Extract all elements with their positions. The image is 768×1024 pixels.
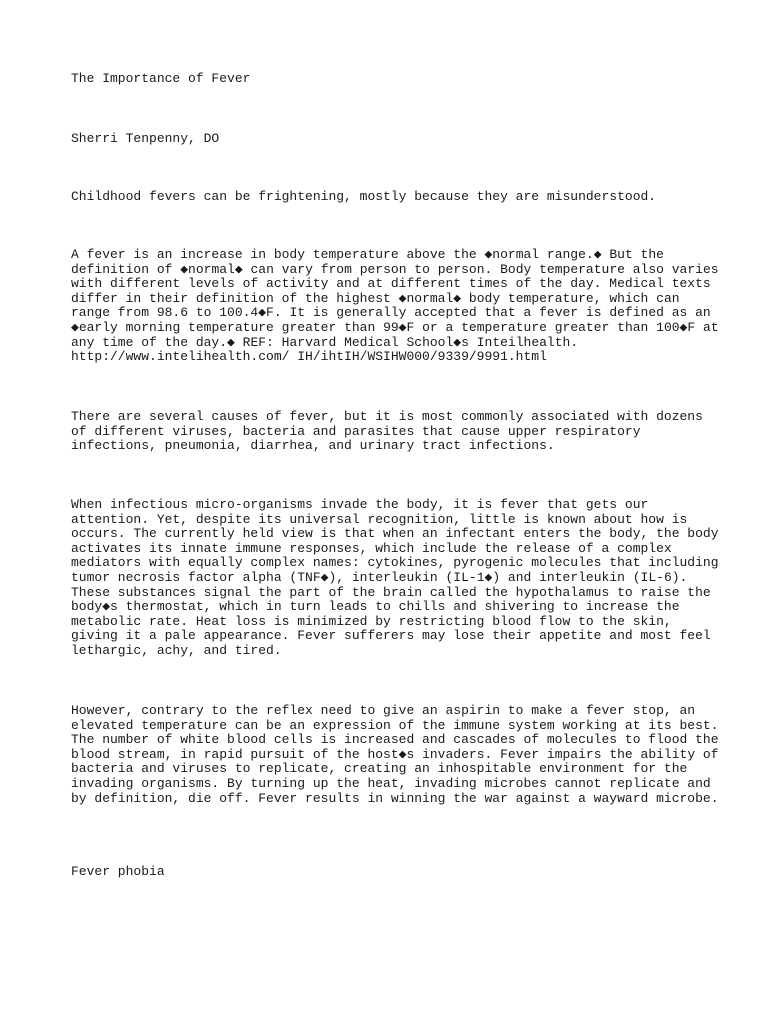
text-line: occurs. The currently held view is that when an infectant enters the body, the body xyxy=(71,526,719,542)
text-line: by definition, die off. Fever results in winning the war against a wayward microbe. xyxy=(71,790,719,806)
paragraph-fever-definition xyxy=(71,248,719,365)
text-line: elevated temperature can be an expression of the immune system working at its best. xyxy=(71,717,719,733)
text-line: body◆s thermostat, which in turn leads to chills and shivering to increase the xyxy=(71,599,680,615)
text-line: The number of white blood cells is increased and cascades of molecules to flood the xyxy=(71,732,719,748)
section-heading: Fever phobia xyxy=(71,864,165,879)
text-line: However, contrary to the reflex need to give an aspirin to make a fever stop, an xyxy=(71,703,696,718)
author-line: Sherri Tenpenny, DO xyxy=(71,131,220,146)
text-line: mediators with equally complex names: cytokines, pyrogenic molecules that including xyxy=(71,555,719,571)
text-line: ◆early morning temperature greater than 99◆F or a temperature greater than 100◆F at xyxy=(71,319,719,335)
paragraph-mechanism xyxy=(71,498,719,659)
text-line: A fever is an increase in body temperature above the ◆normal range.◆ But the xyxy=(71,247,664,262)
text-line: blood stream, in rapid pursuit of the host◆s invaders. Fever impairs the ability of xyxy=(71,746,719,762)
text-line: of different viruses, bacteria and parasites that cause upper respiratory xyxy=(71,423,641,439)
document-title: The Importance of Fever xyxy=(71,71,251,86)
text-line: invading organisms. By turning up the heat, invading microbes cannot replicate and xyxy=(71,775,711,791)
text-line: When infectious micro-organisms invade the body, it is fever that gets our xyxy=(71,497,649,512)
text-line: definition of ◆normal◆ can vary from person to person. Body temperature also varies xyxy=(71,261,719,277)
text-line: lethargic, achy, and tired. xyxy=(71,642,282,658)
text-line: These substances signal the part of the brain called the hypothalamus to raise the xyxy=(71,584,711,600)
text-line: differ in their definition of the highest ◆normal◆ body temperature, which can xyxy=(71,290,680,306)
text-line: metabolic rate. Heat loss is minimized by restricting blood flow to the skin, xyxy=(71,613,672,629)
text-line: tumor necrosis factor alpha (TNF◆), interleukin (IL-1◆) and interleukin (IL-6). xyxy=(71,569,688,585)
text-line: with different levels of activity and at different times of the day. Medical texts xyxy=(71,276,711,292)
intro-sentence: Childhood fevers can be frightening, mostly because they are misunderstood. xyxy=(71,189,657,204)
text-line: giving it a pale appearance. Fever sufferers may lose their appetite and most feel xyxy=(71,628,711,644)
text-line: There are several causes of fever, but it is most commonly associated with dozens xyxy=(71,409,703,424)
paragraph-causes xyxy=(71,410,703,454)
paragraph-immune-response xyxy=(71,704,719,806)
text-line: range from 98.6 to 100.4◆F. It is generally accepted that a fever is defined as an xyxy=(71,305,711,321)
text-line: any time of the day.◆ REF: Harvard Medical School◆s Inteilhealth. xyxy=(71,334,579,350)
text-line: bacteria and viruses to replicate, creating an inhospitable environment for the xyxy=(71,761,688,777)
text-line: infections, pneumonia, diarrhea, and urinary tract infections. xyxy=(71,438,555,454)
text-line: attention. Yet, despite its universal recognition, little is known about how is xyxy=(71,511,688,527)
text-line: activates its innate immune responses, which include the release of a complex xyxy=(71,540,672,556)
reference-url: http://www.intelihealth.com/ IH/ihtIH/WSIHW000/9339/9991.html xyxy=(71,349,547,365)
